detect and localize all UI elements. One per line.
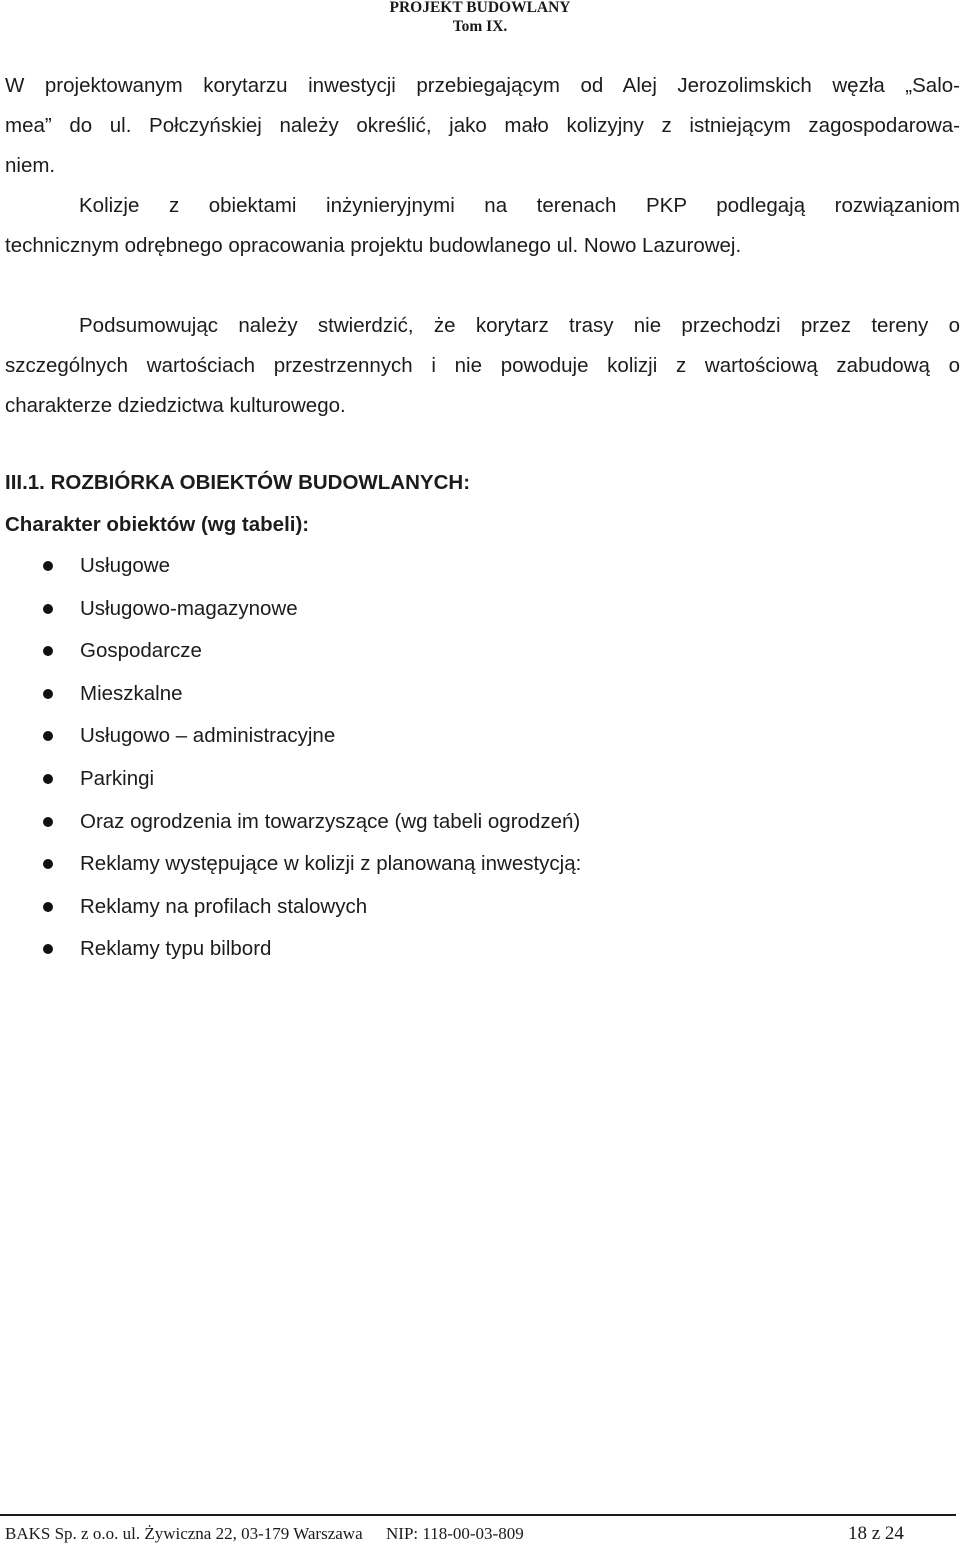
document-volume: Tom IX. bbox=[452, 18, 508, 35]
list-item bbox=[0, 886, 960, 929]
paragraph-line: mea” do ul. Połczyńskiej należy określić, jako mało kolizyjny z istniejącym zagospodarowa- bbox=[5, 114, 960, 137]
document-title: PROJEKT BUDOWLANY bbox=[389, 0, 571, 16]
list-item bbox=[0, 630, 960, 673]
footer-page-number: 18 z 24 bbox=[848, 1523, 904, 1544]
list-item bbox=[0, 801, 960, 844]
list-item-label: Reklamy typu bilbord bbox=[80, 937, 272, 961]
paragraph-corridor bbox=[5, 66, 960, 186]
list-item bbox=[0, 715, 960, 758]
list-item bbox=[0, 673, 960, 716]
paragraph-line: Kolizje z obiektami inżynieryjnymi na terenach PKP podlegają rozwiązaniom bbox=[79, 194, 960, 217]
list-item-label: Usługowo – administracyjne bbox=[80, 724, 336, 748]
paragraph-line: W projektowanym korytarzu inwestycji przebiegającym od Alej Jerozolimskich węzła „Salo- bbox=[5, 74, 960, 97]
list-item-label: Usługowe bbox=[80, 554, 171, 577]
paragraph-line: szczególnych wartościach przestrzennych i nie powoduje kolizji z wartościową zabudową o bbox=[5, 354, 960, 377]
list-item-label: Reklamy występujące w kolizji z planowaną inwestycją: bbox=[80, 852, 582, 876]
list-item-label: Oraz ogrodzenia im towarzyszące (wg tabeli ogrodzeń) bbox=[80, 809, 581, 833]
list-item bbox=[0, 843, 960, 886]
bullet-icon bbox=[43, 859, 53, 869]
paragraph-collisions bbox=[5, 186, 960, 266]
object-type-list bbox=[0, 545, 960, 971]
list-item-label: Mieszkalne bbox=[80, 681, 183, 705]
bullet-icon bbox=[43, 902, 53, 912]
list-item bbox=[0, 758, 960, 801]
bullet-icon bbox=[43, 561, 53, 571]
bullet-icon bbox=[43, 817, 53, 827]
section-subheading: Charakter obiektów (wg tabeli): bbox=[5, 513, 310, 536]
list-item-label: Parkingi bbox=[80, 766, 155, 790]
footer-divider bbox=[0, 1514, 956, 1516]
footer-nip: NIP: 118-00-03-809 bbox=[386, 1524, 524, 1543]
bullet-icon bbox=[43, 646, 53, 656]
list-item-label: Gospodarcze bbox=[80, 639, 202, 663]
list-item bbox=[0, 545, 960, 588]
paragraph-line: charakterze dziedzictwa kulturowego. bbox=[5, 394, 346, 417]
paragraph-line: niem. bbox=[5, 154, 56, 177]
bullet-icon bbox=[43, 944, 53, 954]
bullet-icon bbox=[43, 774, 53, 784]
paragraph-line: Podsumowując należy stwierdzić, że korytarz trasy nie przechodzi przez tereny o bbox=[79, 314, 960, 337]
paragraph-line: technicznym odrębnego opracowania projektu budowlanego ul. Nowo Lazurowej. bbox=[5, 234, 742, 257]
list-item-label: Usługowo-magazynowe bbox=[80, 596, 298, 620]
list-item bbox=[0, 928, 960, 971]
list-item-label: Reklamy na profilach stalowych bbox=[80, 894, 368, 918]
list-item bbox=[0, 588, 960, 631]
bullet-icon bbox=[43, 731, 53, 741]
bullet-icon bbox=[43, 689, 53, 699]
paragraph-summary bbox=[5, 306, 960, 426]
footer-company: BAKS Sp. z o.o. ul. Żywiczna 22, 03-179 Warszawa bbox=[5, 1524, 363, 1543]
section-heading: III.1. ROZBIÓRKA OBIEKTÓW BUDOWLANYCH: bbox=[5, 471, 471, 494]
bullet-icon bbox=[43, 604, 53, 614]
